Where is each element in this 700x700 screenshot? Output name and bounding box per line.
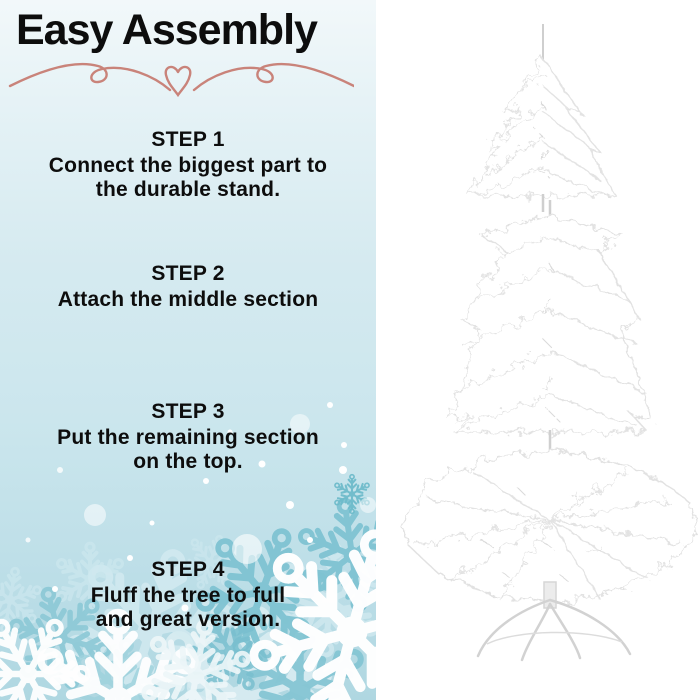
tree-top-section [470, 24, 616, 212]
step-3-line-2: on the top. [133, 450, 243, 473]
step-block-3 [8, 400, 368, 474]
step-block-4 [8, 558, 368, 632]
step-1-line-1: Connect the biggest part to [48, 154, 328, 177]
step-block-2 [8, 262, 368, 312]
step-2-line-1: Attach the middle section [57, 288, 319, 311]
step-3-heading: STEP 3 [151, 400, 225, 423]
step-4-line-2: and great version. [95, 608, 281, 631]
tree-bottom-section [403, 450, 697, 660]
step-3-line-1: Put the remaining section [57, 426, 319, 449]
step-4-line-1: Fluff the tree to full [90, 584, 286, 607]
step-2-heading: STEP 2 [151, 262, 225, 285]
step-4-heading: STEP 4 [151, 558, 225, 581]
tree-middle-section [450, 200, 652, 450]
step-1-line-2: the durable stand. [95, 178, 281, 201]
page-title: Easy Assembly [16, 6, 317, 54]
step-1-heading: STEP 1 [151, 128, 225, 151]
heart-flourish-divider [6, 56, 354, 104]
step-block-1 [8, 128, 368, 202]
